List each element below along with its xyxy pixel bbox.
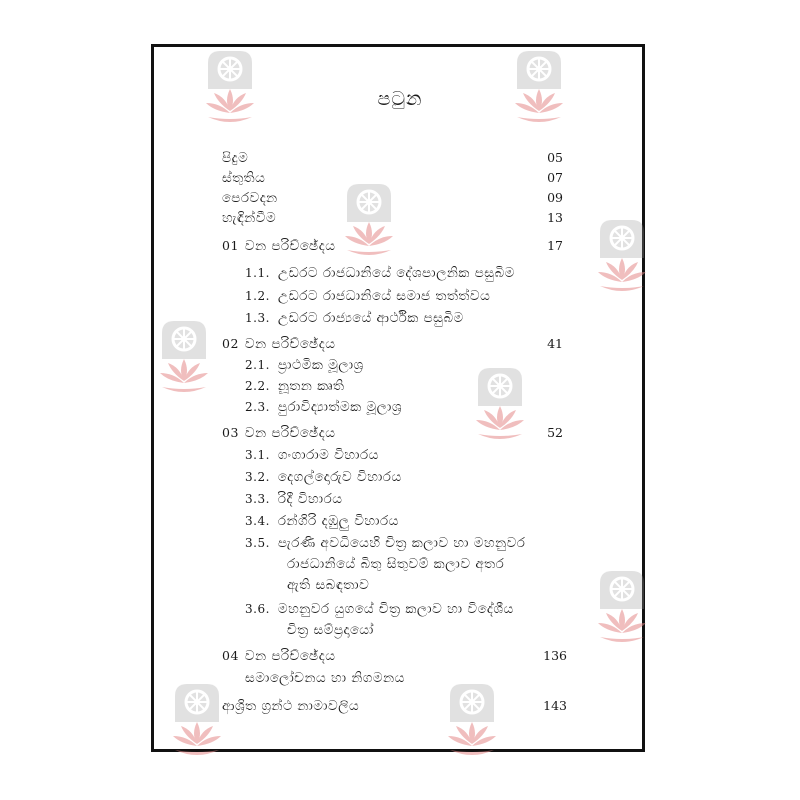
toc-page-chapter-1: 17 xyxy=(547,238,563,253)
section-number: 1.3. xyxy=(245,311,270,325)
chapter-number: 04 xyxy=(222,648,239,663)
toc-chapter-4 xyxy=(222,648,335,664)
section-label: දෙගල්දොරුව විහාරය xyxy=(277,469,402,485)
lotus-dharma-wheel-icon xyxy=(588,214,656,304)
lotus-dharma-wheel-icon xyxy=(150,315,218,405)
section-label: ප්‍රාථමික මූලාශ්‍ර xyxy=(277,357,364,373)
toc-section xyxy=(245,399,402,415)
section-number: 2.2. xyxy=(245,379,270,393)
section-label: උඩරට රාජධානියේ දේශපාලනික පසුබිම xyxy=(277,265,515,281)
section-label: පුරාවිද්‍යාත්මක මූලාශ්‍ර xyxy=(277,399,403,415)
toc-item-introduction: හැඳින්වීම xyxy=(222,210,277,226)
toc-section xyxy=(245,447,379,463)
section-number: 3.1. xyxy=(245,448,270,462)
section-label-continued: චිත්‍ර සම්ප්‍රදායෝ xyxy=(287,622,374,638)
toc-section xyxy=(245,601,514,617)
chapter-number: 02 xyxy=(222,336,239,351)
section-number: 3.5. xyxy=(245,536,270,550)
chapter-label: වන පරිච්ඡේදය xyxy=(244,336,336,352)
lotus-dharma-wheel-icon xyxy=(163,678,231,768)
chapter-number: 03 xyxy=(222,425,239,440)
chapter-number: 01 xyxy=(222,238,239,253)
toc-section xyxy=(245,288,490,304)
chapter-label: වන පරිච්ඡේදය xyxy=(244,648,336,664)
lotus-dharma-wheel-icon xyxy=(588,565,656,655)
section-number: 2.1. xyxy=(245,358,270,372)
toc-section xyxy=(245,535,525,551)
toc-page-acknowledgements: 07 xyxy=(547,170,563,185)
section-label-continued: රාජධානියේ බිතු සිතුවම් කලාව අතර xyxy=(287,556,505,572)
section-label: මහනුවර යුගයේ චිත්‍ර කලාව හා විදේශීය xyxy=(277,601,514,617)
chapter-subtitle: සමාලෝචනය හා නිගමනය xyxy=(245,670,405,686)
toc-page-chapter-2: 41 xyxy=(547,336,563,351)
lotus-dharma-wheel-icon xyxy=(335,178,403,268)
section-number: 3.3. xyxy=(245,492,270,506)
toc-item-dedication: පිදුම xyxy=(222,150,249,166)
toc-chapter-1 xyxy=(222,238,335,254)
section-number: 1.2. xyxy=(245,289,270,303)
section-label: රන්ගිරි දඹුලු විහාරය xyxy=(277,513,399,529)
toc-chapter-3 xyxy=(222,425,335,441)
toc-page-chapter-4: 136 xyxy=(543,648,567,663)
section-label: ගංගාරාම විහාරය xyxy=(277,447,379,463)
toc-chapter-2 xyxy=(222,336,335,352)
section-number: 3.6. xyxy=(245,602,270,616)
toc-item-preface: පෙරවදන xyxy=(222,190,278,206)
section-label: රිදී විහාරය xyxy=(277,491,343,507)
toc-item-acknowledgements: ස්තුතිය xyxy=(222,170,266,186)
toc-page-bibliography: 143 xyxy=(543,698,567,713)
toc-section xyxy=(245,513,399,529)
toc-section xyxy=(245,469,402,485)
section-label: නූතන කෘති xyxy=(277,378,345,394)
section-label: උඩරට රාජධානියේ සමාජ තත්ත්වය xyxy=(277,288,491,304)
toc-section xyxy=(245,310,464,326)
section-number: 1.1. xyxy=(245,266,270,280)
page-title: පටුන xyxy=(377,88,423,110)
toc-section xyxy=(245,378,344,394)
toc-page-chapter-3: 52 xyxy=(547,425,563,440)
toc-page-introduction: 13 xyxy=(547,210,563,225)
lotus-dharma-wheel-icon xyxy=(438,678,506,768)
section-number: 3.4. xyxy=(245,514,270,528)
section-number: 2.3. xyxy=(245,400,270,414)
section-label: පැරණි අවධියෙහි චිත්‍ර කලාව හා මහනුවර xyxy=(277,535,526,551)
toc-section xyxy=(245,265,515,281)
section-label-continued: ඇති සබඳතාව xyxy=(287,577,370,593)
section-label: උඩරට රාජ්‍යයේ ආර්ථික පසුබිම xyxy=(277,310,464,326)
section-number: 3.2. xyxy=(245,470,270,484)
toc-section xyxy=(245,357,364,373)
chapter-label: වන පරිච්ඡේදය xyxy=(244,238,336,254)
toc-page-dedication: 05 xyxy=(547,150,563,165)
toc-page-preface: 09 xyxy=(547,190,563,205)
chapter-label: වන පරිච්ඡේදය xyxy=(244,425,336,441)
toc-section xyxy=(245,491,342,507)
toc-item-bibliography: ආශ්‍රිත ග්‍රන්ථ නාමාවලිය xyxy=(222,698,360,714)
